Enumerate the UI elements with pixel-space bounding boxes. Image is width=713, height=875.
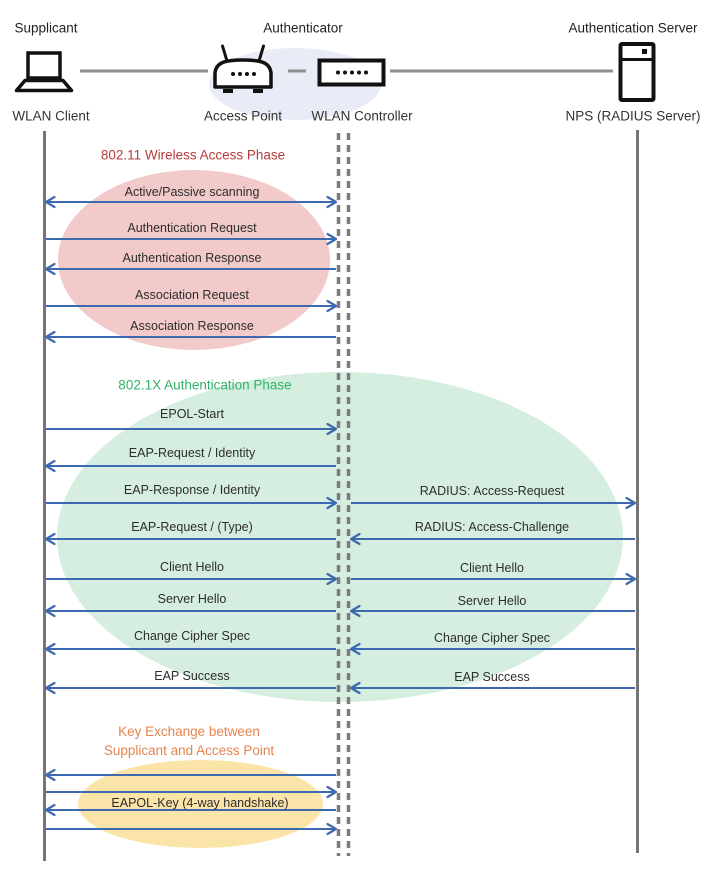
message-label: EAP-Request / (Type) [131, 520, 253, 534]
role-authentication-server: Authentication Server [568, 20, 698, 36]
role-supplicant: Supplicant [14, 20, 78, 36]
server-icon [617, 42, 658, 103]
message-label: Authentication Request [127, 221, 257, 235]
label-access-point: Access Point [203, 108, 283, 124]
message-label: Client Hello [460, 561, 524, 575]
message-label: Client Hello [160, 560, 224, 574]
wlan-controller-icon [317, 58, 386, 87]
access-point-icon [211, 44, 275, 99]
laptop-icon [13, 51, 76, 93]
label-wlan-controller: WLAN Controller [311, 108, 413, 124]
message-label: EAP-Request / Identity [128, 446, 256, 460]
message-label: EPOL-Start [160, 407, 224, 421]
message-label: Server Hello [157, 592, 227, 606]
message-label: Association Request [135, 288, 249, 302]
message-label: RADIUS: Access-Challenge [414, 520, 570, 534]
phase3-title-line2: Supplicant and Access Point [103, 743, 275, 758]
role-authenticator: Authenticator [263, 20, 343, 36]
message-label: Authentication Response [122, 251, 262, 265]
label-wlan-client: WLAN Client [12, 108, 90, 124]
message-label: EAP Success [154, 669, 230, 683]
message-label: RADIUS: Access-Request [419, 484, 565, 498]
message-label: Association Response [130, 319, 254, 333]
message-label: EAP-Response / Identity [123, 483, 261, 497]
message-label: Server Hello [457, 594, 527, 608]
message-label: Change Cipher Spec [433, 631, 551, 645]
message-label: Change Cipher Spec [133, 629, 251, 643]
phase2-title: 802.1X Authentication Phase [118, 377, 292, 393]
phase3-title [104, 722, 274, 760]
message-label: Active/Passive scanning [124, 185, 260, 199]
phase1-title: 802.11 Wireless Access Phase [100, 147, 286, 163]
message-label: EAPOL-Key (4-way handshake) [111, 796, 289, 810]
phase3-title-line1: Key Exchange between [118, 724, 260, 739]
label-nps-radius: NPS (RADIUS Server) [565, 108, 701, 124]
message-label: EAP Success [454, 670, 530, 684]
